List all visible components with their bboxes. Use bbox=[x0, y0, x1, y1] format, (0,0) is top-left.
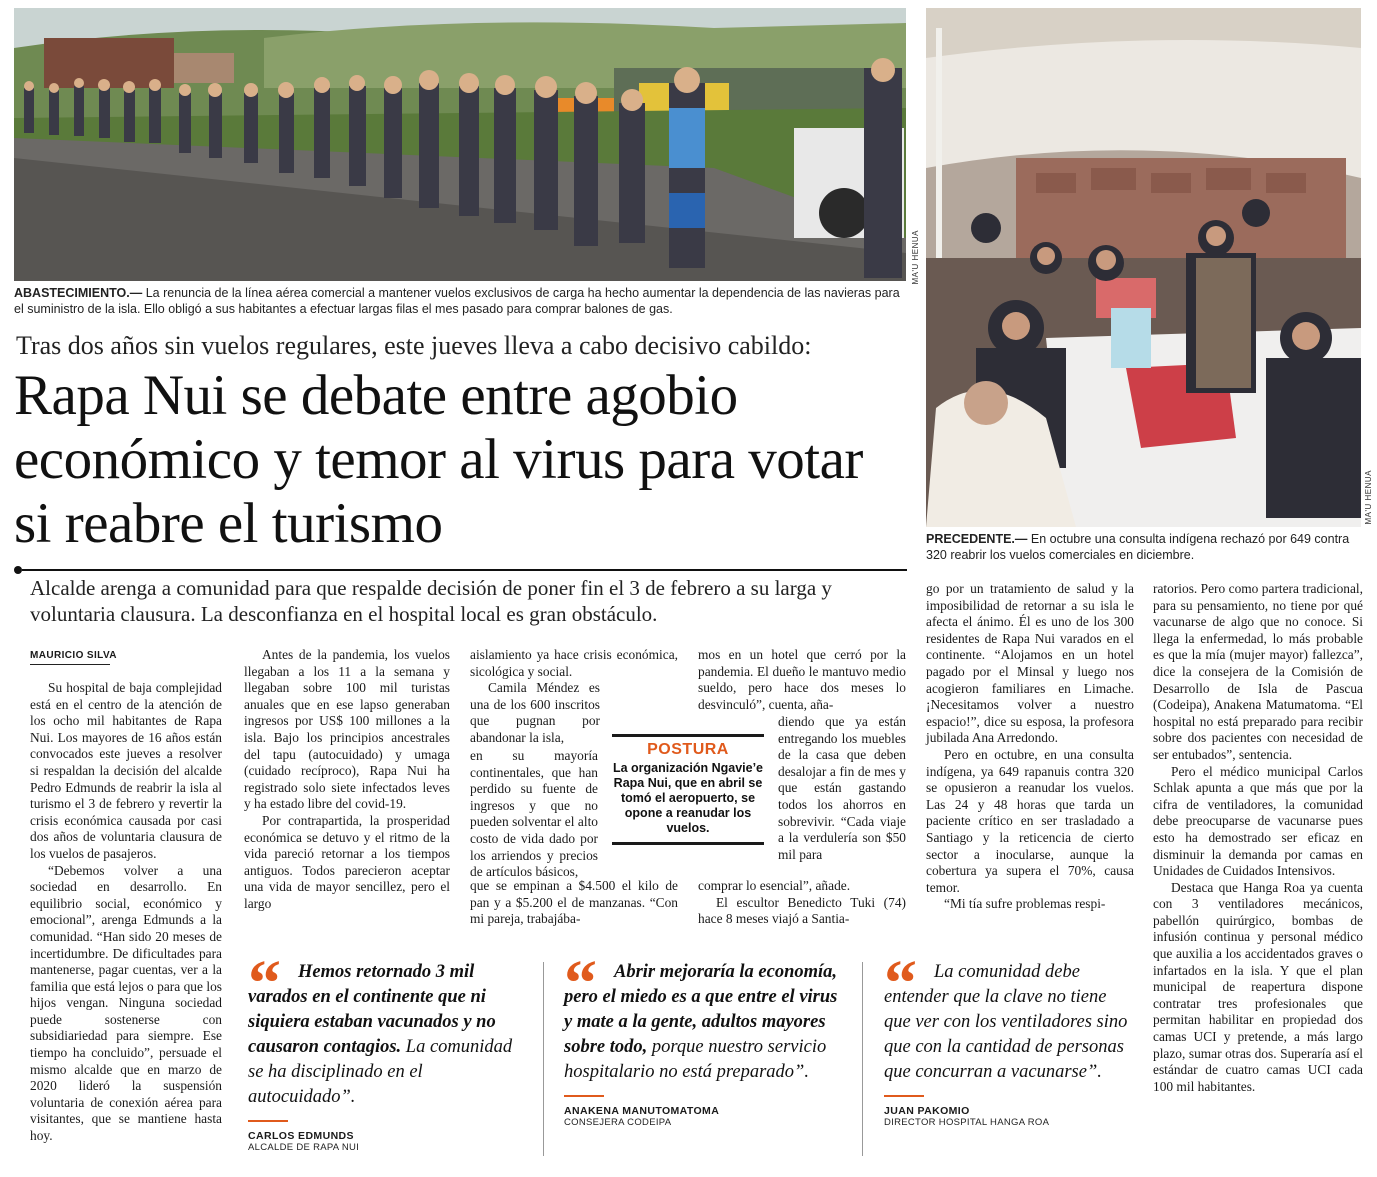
col2-para-2: Por contrapartida, la prosperidad económica se detuvo y el ritmo de la vida pareció retornar a los tiempos antiguos. Todos parecieron aceptar una vida de mayor sencillez, pero el largo bbox=[244, 812, 450, 911]
column-2 bbox=[244, 647, 450, 913]
quote-rule bbox=[248, 1120, 288, 1122]
col4-para-4: El escultor Benedicto Tuki (74) hace 8 meses viajó a Santia- bbox=[698, 894, 906, 927]
article-headline: Rapa Nui se debate entre agobio económico y temor al virus para votar si reabre el turismo bbox=[14, 364, 863, 555]
col1-para-2: “Debemos volver a una sociedad en desarrollo. En equilibrio social, económico y emocional”, arenga Edmunds a la comunidad. “Han sido 20 meses de incertidumbre. De dificultades para mantenerse, pagar cuentas, ver a la familia que está lejos o para que los hijos vengan. Ninguna sociedad puede sostenerse con subsidiariedad para siempre. Ese tiempo ha concluido”, persuade el mismo alcalde que en marzo de 2020 lideró la suspensión voluntaria de conexión aérea para visitantes, que se mantiene hasta hoy. bbox=[30, 862, 222, 1144]
column-6 bbox=[1153, 581, 1363, 1095]
postura-body: La organización Ngavie’e Rapa Nui, que en abril se tomó el aeropuerto, se opone a reanudar los vuelos. bbox=[612, 761, 764, 845]
col4-para-3: comprar lo esencial”, añade. bbox=[698, 878, 851, 893]
col6-para-2: Pero el médico municipal Carlos Schlak apunta a que más que por la cifra de ventiladores, la comunidad debe preocuparse de vacunarse pues esto ha demostrado ser eficaz en disminuir la demanda por camas en Unidades de Cuidados Intensivos. bbox=[1153, 763, 1363, 879]
photo-credit-right: MA'U HENUA bbox=[1364, 470, 1373, 525]
quote-mark-icon: “ bbox=[248, 947, 281, 1020]
column-4-bottom bbox=[698, 878, 906, 928]
caption-right-label: PRECEDENTE.— bbox=[926, 532, 1028, 546]
photo-indigenous-consultation bbox=[926, 8, 1361, 527]
column-5 bbox=[926, 581, 1134, 913]
headline-rule bbox=[22, 569, 907, 571]
quote-edmunds bbox=[248, 947, 523, 1153]
col6-para-1: ratorios. Pero como partera tradicional, para su pensamiento, no tiene por qué vacunarse de algo que no conoce. Si llega la enfermedad, lo más probable es que la mía (mujer mayor) fallezca”, dice la consejera de la Comisión de Desarrollo de Isla de Pascua (Codeipa), Anakena Matumatoma. “El hospital no está preparado para recibir sobre dos pacientes con necesidad de ser entubados”, sentencia. bbox=[1153, 581, 1363, 762]
article-deck: Alcalde arenga a comunidad para que respalde decisión de poner fin el 3 de febrero a su larga y voluntaria clausura. La desconfianza en el hospital local es gran obstáculo. bbox=[30, 576, 832, 626]
quote-manutomatoma bbox=[564, 947, 839, 1128]
quote-text bbox=[564, 960, 839, 1085]
quote-divider-2 bbox=[862, 962, 863, 1156]
col4-para-2: diendo que ya están entregando los muebles de la casa que deben desalojar a fin de mes y que están gastando todos los ahorros en sobrevivir. “Cada viaje a la verdulería son $50 mil para bbox=[778, 714, 906, 862]
col5-para-3: “Mi tía sufre problemas respi- bbox=[944, 896, 1106, 912]
quote-mark-icon: “ bbox=[564, 947, 597, 1020]
article-kicker: Tras dos años sin vuelos regulares, este jueves lleva a cabo decisivo cabildo: bbox=[16, 331, 812, 360]
caption-top-label: ABASTECIMIENTO.— bbox=[14, 286, 143, 300]
caption-right-text: En octubre una consulta indígena rechazó por 649 contra 320 reabrir los vuelos comerciales en diciembre. bbox=[926, 532, 1350, 562]
quote-role: DIRECTOR HOSPITAL HANGA ROA bbox=[884, 1117, 1050, 1128]
caption-right bbox=[926, 531, 1366, 563]
quote-text-rest: La comunidad debe entender que la clave no tiene que ver con los ventiladores sino que con la cantidad de personas que concurran a vacunarse”. bbox=[884, 962, 1128, 1082]
col3-para-3: en su mayoría continentales, que han perdido su fuente de ingresos y que no pueden solventar el alto costo de vida dado por los arriendos y precios de artículos básicos, bbox=[470, 748, 598, 880]
quote-text-bold: Hemos retornado 3 mil varados en el continente que ni siquiera estaban vacunados y no causaron contagios. bbox=[248, 962, 496, 1057]
caption-top bbox=[14, 285, 906, 317]
quote-author: JUAN PAKOMIO bbox=[884, 1105, 970, 1117]
quote-role: ALCALDE DE RAPA NUI bbox=[248, 1142, 360, 1153]
column-4-mid bbox=[778, 714, 906, 863]
column-3-top bbox=[470, 647, 678, 747]
byline-rule bbox=[30, 664, 110, 665]
col5-para-1: go por un tratamiento de salud y la imposibilidad de retornar a su isla le afecta el ánimo. Él es uno de los 300 residentes de Rapa Nui varados en el continente. “Alojamos en un hotel pagado por el Minsal y luego nos acogieron familiares en Limache. ¡Necesitamos volver a nuestro espacio!”, dice su esposa, la profesora jubilada Ana Arredondo. bbox=[926, 581, 1134, 746]
headline-rule-dot bbox=[14, 566, 22, 574]
column-4-top bbox=[698, 647, 906, 713]
col2-para-1: Antes de la pandemia, los vuelos llegaban a los 11 a la semana y llegaban sobre 100 mil turistas anuales que en ese lapso generaban ingresos por US$ 100 millones a la isla. Bajo los principios ancestrales del tapu (autocuidado) y umaga (cuidado recíproco), Rapa Nui ha registrado solo siete infectados leves y ha estado libre del covid-19. bbox=[244, 647, 450, 812]
column-3-bottom bbox=[470, 878, 678, 928]
quote-text bbox=[884, 960, 1134, 1085]
quote-rule bbox=[564, 1095, 604, 1097]
quote-author: CARLOS EDMUNDS bbox=[248, 1130, 354, 1142]
quote-pakomio bbox=[884, 947, 1134, 1128]
col3-para-2: Camila Méndez es una de los 600 inscritos que pugnan por abandonar la isla, bbox=[470, 680, 600, 745]
col1-para-1: Su hospital de baja complejidad está en el centro de la atención de los ocho mil habitantes de Rapa Nui. Los mayores de 16 años están convocados este jueves a resolver si respaldan la decisión del alcalde Pedro Edmunds de reabrir la isla al turismo el 3 de febrero y revertir la crisis económica causada por casi dos años de voluntaria clausura de los vuelos de pasajeros. bbox=[30, 680, 222, 861]
col3-para-1: aislamiento ya hace crisis económica, sicológica y social. bbox=[470, 647, 678, 679]
byline: MAURICIO SILVA bbox=[30, 650, 117, 661]
quote-divider-1 bbox=[543, 962, 544, 1156]
column-3-mid bbox=[470, 748, 598, 881]
caption-top-text: La renuncia de la línea aérea comercial a mantener vuelos exclusivos de carga ha hecho aumentar la dependencia de las navieras para el suministro de la isla. Ello obligó a sus habitantes a efectuar largas filas el mes pasado para comprar balones de gas. bbox=[14, 286, 900, 316]
quote-author: ANAKENA MANUTOMATOMA bbox=[564, 1105, 720, 1117]
postura-title: POSTURA bbox=[647, 741, 729, 758]
quote-role: CONSEJERA CODEIPA bbox=[564, 1117, 672, 1128]
col4-para-1: mos en un hotel que cerró por la pandemia. El dueño le mantuvo medio sueldo, pero hace dos meses lo desvinculó”, cuenta, aña- bbox=[698, 647, 906, 712]
quote-mark-icon: “ bbox=[884, 947, 917, 1020]
col3-para-4: que se empinan a $4.500 el kilo de pan y a $5.200 el de manzanas. “Con mi pareja, trabajába- bbox=[470, 878, 678, 927]
quote-text bbox=[248, 960, 523, 1110]
quote-rule bbox=[884, 1095, 924, 1097]
column-1 bbox=[30, 680, 222, 1145]
photo-credit-top: MA'U HENUA bbox=[911, 230, 920, 285]
postura-box bbox=[612, 734, 764, 845]
quote-text-rest: La comunidad se ha disciplinado en el autocuidado”. bbox=[248, 1037, 513, 1107]
quote-text-rest: porque nuestro servicio hospitalario no está preparado”. bbox=[564, 1037, 827, 1082]
quote-text-bold: Abrir mejoraría la economía, pero el miedo es a que entre el virus y mate a la gente, adultos mayores sobre todo, bbox=[564, 962, 838, 1057]
col6-para-3: Destaca que Hanga Roa ya cuenta con 3 ventiladores mecánicos, pabellón quirúrgico, bombas de infusión continua y personal médico que auxilia a los accidentados graves o infartados en la isla. Y que el plan municipal de reapertura dispone contratar tres profesionales que permitan habilitar en propiedad dos camas UCI y pretende, a más largo plazo, sumar otras dos. Superaría así el estándar de cuatro camas UCI cada 100 mil habitantes. bbox=[1153, 879, 1363, 1094]
col5-para-2: Pero en octubre, en una consulta indígena, ya 649 rapanuis contra 320 se opusieron a reanudar los vuelos. Las 24 y 48 horas que tarda un paciente crítico en ser trasladado a Santiago y la reticencia de cierto sector a inocularse, aunque la cobertura ya supera el 70%, causa temor. bbox=[926, 746, 1134, 895]
photo-gas-queue bbox=[14, 8, 906, 281]
